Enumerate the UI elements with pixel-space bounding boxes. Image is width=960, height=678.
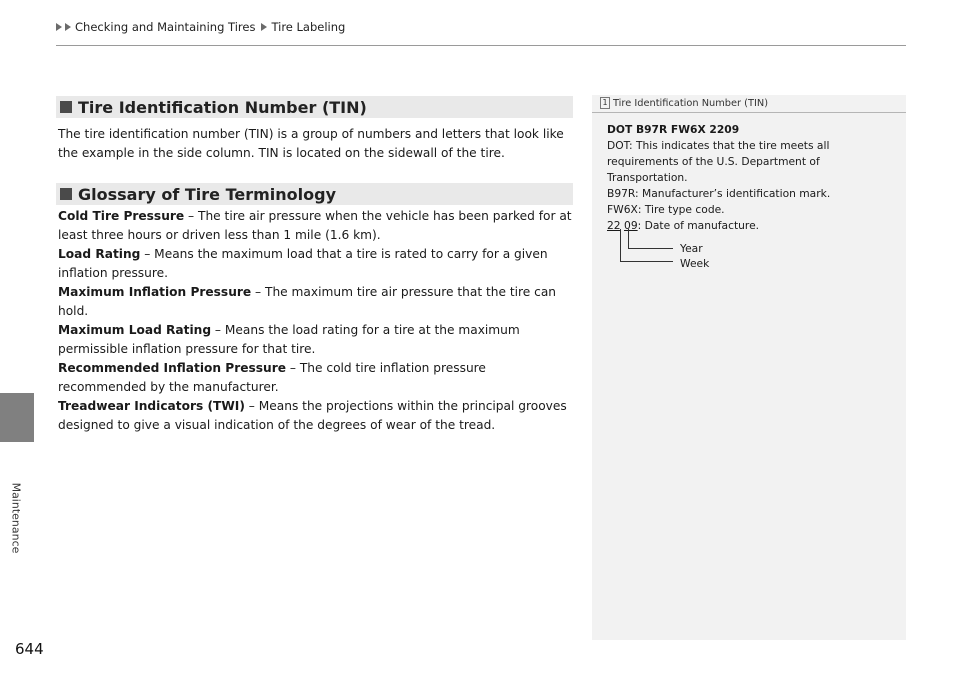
side-column-heading-text: Tire Identification Number (TIN) [613, 97, 769, 109]
date-week-code: 22 [607, 219, 621, 232]
tin-description: The tire identification number (TIN) is a group of numbers and letters that look like the example in the side column. TIN is located on the sidewall of the tire. [58, 127, 564, 160]
glossary-entry [58, 359, 573, 397]
side-column-divider [592, 112, 906, 113]
section-heading-text: Glossary of Tire Terminology [78, 184, 337, 204]
page-number: 644 [15, 640, 44, 658]
breadcrumb-item-tire-labeling[interactable]: Tire Labeling [271, 20, 346, 34]
section-square-icon [60, 188, 72, 200]
reference-number-icon: 1 [600, 97, 610, 109]
glossary-term: Recommended Inflation Pressure [58, 361, 286, 375]
chapter-tab-label: Maintenance [9, 482, 23, 554]
glossary-entry [58, 207, 573, 245]
glossary-definition: – The maximum tire air pressure that the tire can hold. [58, 285, 557, 318]
glossary-definition: – The cold tire inflation pressure recommended by the manufacturer. [58, 361, 486, 394]
section-heading-glossary [56, 183, 573, 205]
section-square-icon [60, 101, 72, 113]
glossary-term: Maximum Load Rating [58, 323, 212, 337]
tin-explanation-line: FW6X: Tire type code. [607, 203, 725, 216]
glossary-list [58, 207, 573, 435]
tin-code: DOT B97R FW6X 2209 [607, 123, 740, 136]
glossary-entry [58, 321, 573, 359]
tin-explanation-line: B97R: Manufacturer’s identification mark. [607, 187, 831, 200]
week-label: Week [680, 257, 710, 270]
breadcrumb-arrow-icon [261, 23, 267, 31]
year-label: Year [680, 242, 703, 255]
side-column-heading [600, 97, 768, 109]
date-caption: : Date of manufacture. [637, 219, 760, 232]
chapter-tab[interactable] [0, 393, 34, 442]
section-heading-text: Tire Identification Number (TIN) [78, 97, 367, 117]
tin-explanation-line: DOT: This indicates that the tire meets all requirements of the U.S. Department of Transportation. [607, 139, 830, 184]
breadcrumb-arrow-icon [65, 23, 71, 31]
glossary-definition: – Means the load rating for a tire at the maximum permissible inflation pressure for that tire. [58, 323, 520, 356]
glossary-term: Cold Tire Pressure [58, 209, 185, 223]
glossary-entry [58, 397, 573, 435]
glossary-entry [58, 245, 573, 283]
tin-example [607, 122, 897, 234]
header-divider [56, 45, 906, 46]
glossary-term: Maximum Inflation Pressure [58, 285, 252, 299]
glossary-definition: – The tire air pressure when the vehicle has been parked for at least three hours or driven less than 1 mile (1.6 km). [58, 209, 572, 242]
breadcrumb [56, 20, 349, 34]
week-leader-line [620, 229, 673, 262]
glossary-term: Treadwear Indicators (TWI) [58, 399, 245, 413]
glossary-definition: – Means the maximum load that a tire is rated to carry for a given inflation pressure. [58, 247, 548, 280]
section-heading-tin [56, 96, 573, 118]
breadcrumb-arrow-icon [56, 23, 62, 31]
glossary-definition: – Means the projections within the principal grooves designed to give a visual indication of the degrees of wear of the tread. [58, 399, 567, 432]
date-year-code: 09 [624, 219, 638, 232]
glossary-term: Load Rating [58, 247, 141, 261]
glossary-entry [58, 283, 573, 321]
breadcrumb-item-checking-tires[interactable]: Checking and Maintaining Tires [75, 20, 256, 34]
